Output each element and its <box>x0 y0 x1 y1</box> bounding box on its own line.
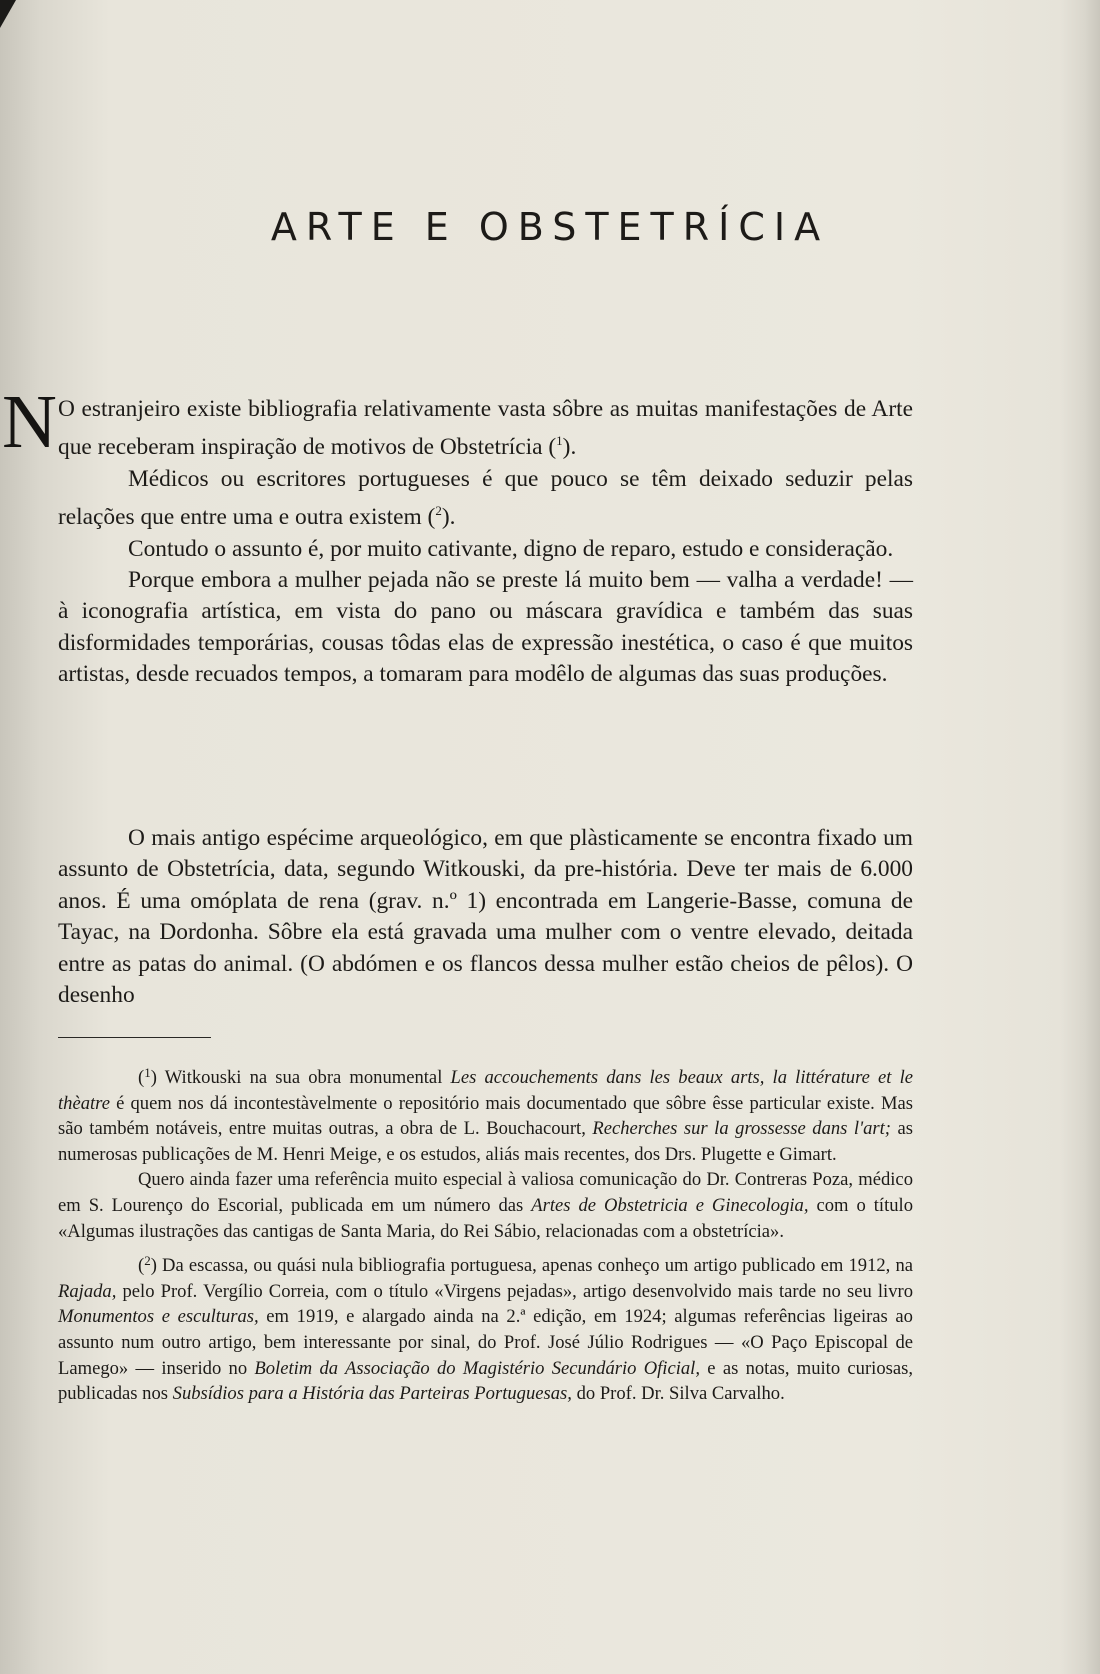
drop-cap: N <box>2 380 57 464</box>
paragraph: Contudo o assunto é, por muito cativante, digno de reparo, estudo e consideração. <box>128 535 894 562</box>
page-title: ARTE E OBSTETRÍCIA <box>270 205 830 249</box>
page-corner-shadow <box>0 0 16 28</box>
footnote: ($^1$) Witkouski na sua obra monumental Les accouchements dans les beaux arts, la littérature et le thèatre é quem nos dá incontestàvelmente o repositório mais documentado que sôbre êsse particular existe. Mas são também notáveis, entre muitas outras, a obra de L. Bouchacourt, Recherches sur la grossesse dans l'art; as numerosas publicações de M. Henri Meige, e os estudos, aliás mais recentes, dos Drs. Plugette e Gimart. <box>58 1065 914 1165</box>
archaeology-section <box>58 823 913 1011</box>
footnote-ref: 1 <box>556 433 563 449</box>
footnote: ($^2$) Da escassa, ou quási nula bibliografia portuguesa, apenas conheço um artigo publicado em 1912, na Rajada, pelo Prof. Vergílio Correia, com o título «Virgens pejadas», artigo desenvolvido mais tarde no seu livro Monumentos e esculturas, em 1919, e alargado ainda na 2.ª edição, em 1924; algumas referências ligeiras ao assunto num outro artigo, bem interessante por sinal, do Prof. José Júlio Rodrigues — «O Paço Episcopal de Lamego» — inserido no Boletim da Associação do Magistério Secundário Oficial, e as notas, muito curiosas, publicadas nos Subsídios para a História das Parteiras Portuguesas, do Prof. Dr. Silva Carvalho. <box>58 1253 913 1405</box>
footnote-continuation: Quero ainda fazer uma referência muito especial à valiosa comunicação do Dr. Contreras Poza, médico em S. Lourenço do Escorial, publicada em um número das Artes de Obstetricia e Ginecologia, com o título «Algumas ilustrações das cantigas de Santa Maria, do Rei Sábio, relacionadas com a obstetrícia». <box>58 1169 914 1242</box>
footnote-ref: 2 <box>435 503 442 519</box>
footnote-separator <box>58 1037 211 1038</box>
paragraph: O mais antigo espécime arqueológico, em que plàsticamente se encontra fixado um assunto de Obstetrícia, data, segundo Witkouski, da pre-história. Deve ter mais de 6.000 anos. É uma omóplata de rena (grav. n.º 1) encontrada em Langerie-Basse, comuna de Tayac, na Dordonha. Sôbre ela está gravada uma mulher com o ventre elevado, deitada entre as patas do animal. (O abdómen e os flancos dessa mulher estão cheios de pêlos). O desenho <box>58 825 913 1009</box>
paragraph: O estranjeiro existe bibliografia relativamente vasta sôbre as muitas manifestações de Arte que receberam inspiração de motivos de Obstetrícia ($^1$). <box>58 396 913 461</box>
intro-section <box>58 394 913 691</box>
footnotes <box>58 1060 913 1407</box>
paragraph: Médicos ou escritores portugueses é que pouco se têm deixado seduzir pelas relações que entre uma e outra existem ($^2$). <box>58 465 913 531</box>
paragraph: Porque embora a mulher pejada não se preste lá muito bem — valha a verdade! — à iconografia artística, em vista do pano ou máscara gravídica e também das suas disformidades temporárias, cousas tôdas elas de expressão inestética, o caso é que muitos artistas, desde recuados tempos, a tomaram para modêlo de algumas das suas produções. <box>58 567 913 688</box>
